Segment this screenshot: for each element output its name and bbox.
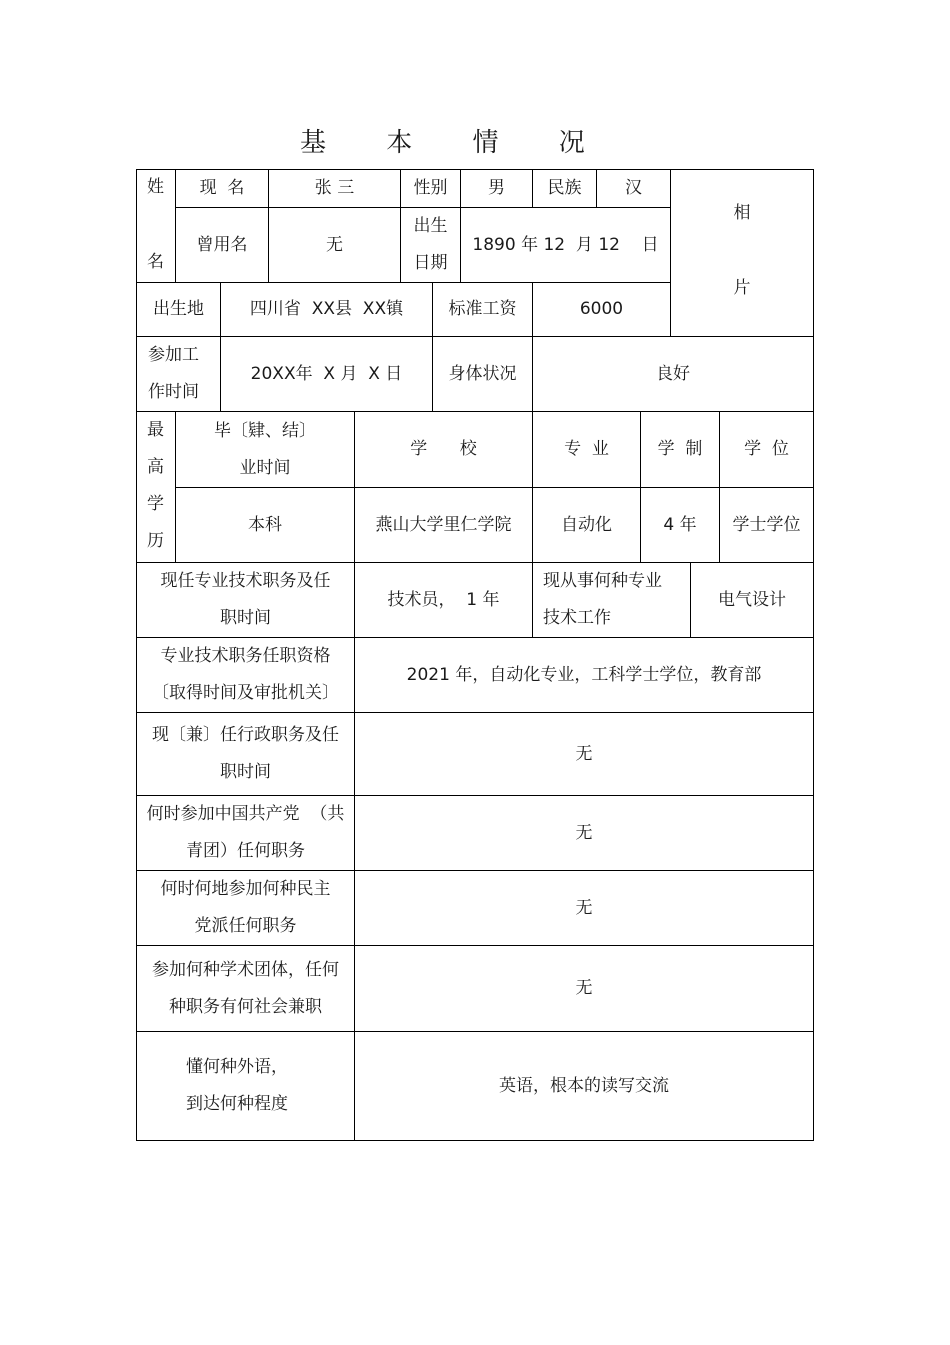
admin-position-label: 现〔兼〕任行政职务及任 职时间: [152, 725, 339, 782]
tech-work-label: 现从事何种专业 技术工作: [543, 571, 662, 628]
democratic-party-label: 何时何地参加何种民主 党派任何职务: [160, 879, 331, 936]
birthplace-label: 出生地: [153, 299, 204, 319]
major-value: 自动化: [561, 514, 612, 535]
education-label-char-3: 学: [147, 494, 164, 514]
degree-header: 学 位: [744, 439, 789, 459]
salary-value: 6000: [579, 299, 624, 319]
school-header: 学 校: [410, 439, 477, 459]
tech-position-value: 技术员， 1 年: [387, 589, 500, 610]
photo-char-2: 片: [733, 278, 751, 298]
qualification-label: 专业技术职务任职资格 〔取得时间及审批机关〕: [152, 646, 339, 703]
length-header: 学 制: [657, 439, 703, 459]
current-name-label: 现 名: [199, 177, 245, 198]
qualification-value: 2021 年，自动化专业，工科学士学位，教育部: [406, 664, 762, 685]
democratic-party-value: 无: [575, 897, 593, 918]
language-label: 懂何种外语， 到达何种程度: [186, 1057, 288, 1114]
name-label-char-2: 名: [147, 252, 164, 272]
health-value: 良好: [656, 363, 690, 384]
work-start-label: 参加工 作时间: [148, 345, 199, 402]
major-header: 专 业: [564, 439, 609, 459]
page-title: 基 本 情 况: [300, 128, 611, 158]
gender-value: 男: [488, 177, 505, 198]
ethnicity-value: 汉: [625, 177, 642, 198]
tech-work-value: 电气设计: [718, 589, 786, 610]
salary-label: 标准工资: [448, 299, 517, 319]
name-label-char-1: 姓: [147, 177, 164, 197]
health-label: 身体状况: [448, 363, 517, 384]
party-label: 何时参加中国共产党 （共 青团）任何职务: [146, 804, 345, 861]
party-value: 无: [575, 822, 593, 843]
ethnicity-label: 民族: [547, 177, 582, 198]
birthplace-value: 四川省 XX县 XX镇: [249, 299, 404, 319]
admin-position-value: 无: [575, 743, 593, 764]
gender-label: 性别: [413, 177, 448, 198]
birth-date-label: 出生 日期: [413, 216, 448, 273]
graduation-header: 毕〔肄、结〕 业时间: [214, 420, 316, 478]
length-value: 4 年: [663, 514, 697, 535]
tech-position-label: 现任专业技术职务及任 职时间: [160, 571, 331, 628]
work-start-value: 20XX年 X 月 X 日: [250, 363, 403, 384]
school-value: 燕山大学里仁学院: [375, 514, 512, 535]
education-label-char-1: 最: [147, 420, 164, 440]
birth-date-value: 1890 年 12 月 12 日: [472, 234, 659, 255]
former-name-value: 无: [326, 234, 343, 255]
language-value: 英语，根本的读写交流: [499, 1075, 669, 1096]
photo-char-1: 相: [733, 203, 751, 223]
academic-label: 参加何种学术团体，任何 种职务有何社会兼职: [152, 959, 339, 1017]
graduation-value: 本科: [248, 514, 282, 535]
former-name-label: 曾用名: [196, 234, 248, 255]
degree-value: 学士学位: [732, 514, 801, 535]
education-label-char-2: 高: [147, 457, 164, 477]
academic-value: 无: [575, 978, 593, 998]
current-name-value: 张 三: [314, 177, 355, 198]
education-label-char-4: 历: [147, 531, 164, 551]
